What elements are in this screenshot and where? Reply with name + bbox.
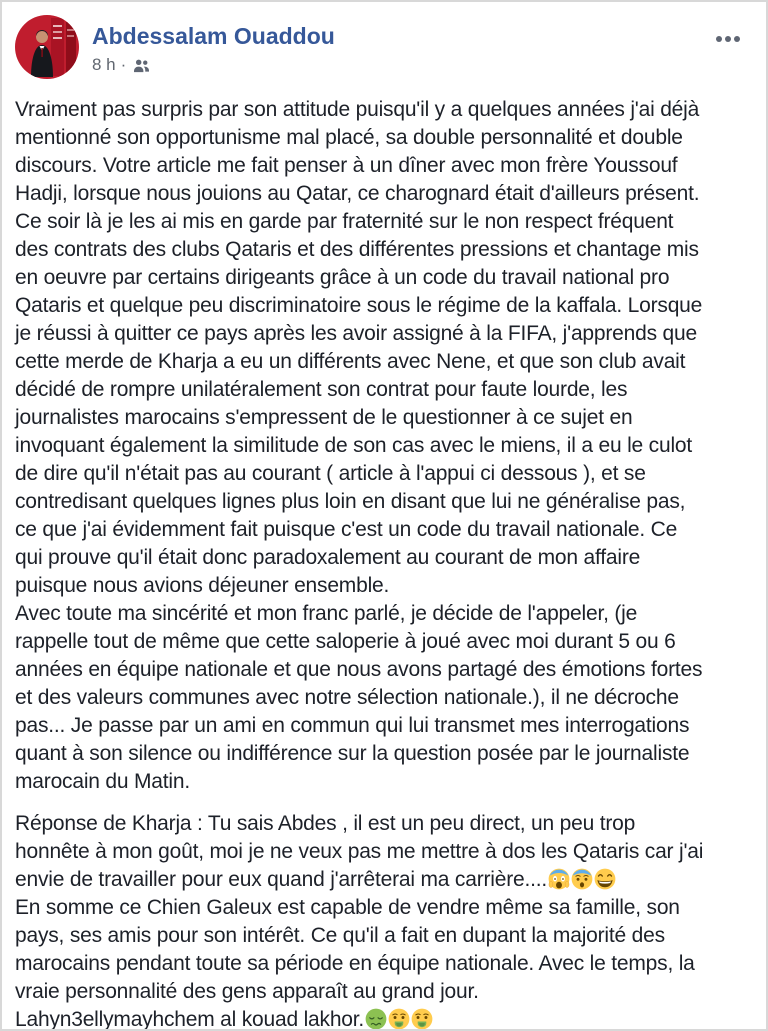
nauseated-emoji-icon bbox=[365, 1008, 387, 1030]
post-text-line: quant à son silence ou indifférence sur la question posée par le journaliste bbox=[15, 742, 690, 765]
post-text-line: ce que j'ai évidemment fait puisque c'est un code du travail nationale. Ce bbox=[15, 518, 678, 541]
post-text-line: honnête à mon goût, moi je ne veux pas me mettre à dos les Qataris car j'ai bbox=[15, 840, 704, 863]
vomit-emoji-icon bbox=[388, 1008, 410, 1030]
post-text-line: En somme ce Chien Galeux est capable de vendre même sa famille, son bbox=[15, 896, 680, 919]
post-paragraph bbox=[15, 810, 766, 1031]
scream-emoji-icon bbox=[548, 868, 570, 890]
post-options-button[interactable] bbox=[712, 32, 744, 46]
post-text-line: contredisant quelques lignes plus loin en disant que lui ne généralise pas, bbox=[15, 490, 686, 513]
friends-privacy-icon bbox=[133, 58, 150, 73]
ellipsis-dot bbox=[716, 36, 722, 42]
post-text-line: en oeuvre par certains dirigeants grâce à un code du travail national pro bbox=[15, 266, 670, 289]
post-text-line: je réussi à quitter ce pays après les avoir assigné à la FIFA, j'apprends que bbox=[15, 322, 697, 345]
post-text-line: pays, ses amis pour son intérêt. Ce qu'il a fait en dupant la majorité des bbox=[15, 924, 665, 947]
post-text-line: Vraiment pas surpris par son attitude puisqu'il y a quelques années j'ai déjà bbox=[15, 98, 700, 121]
post-text-line: cette merde de Kharja a eu un différents avec Nene, et que son club avait bbox=[15, 350, 686, 373]
post-text-line: Avec toute ma sincérité et mon franc parlé, je décide de l'appeler, (je bbox=[15, 602, 638, 625]
meta-separator: · bbox=[120, 55, 127, 75]
author-name-link[interactable]: Abdessalam Ouaddou bbox=[92, 23, 335, 49]
post-text-line: Lahyn3ellymayhchem al kouad lakhor. bbox=[15, 1006, 766, 1031]
post-text-line: marocain du Matin. bbox=[15, 770, 190, 793]
post-text-line: qui prouve qu'il était donc paradoxalement au courant de mon affaire bbox=[15, 546, 641, 569]
post-text-line: rappelle tout de même que cette saloperie à joué avec moi durant 5 ou 6 bbox=[15, 630, 676, 653]
timestamp[interactable]: 8 h bbox=[92, 55, 116, 75]
ellipsis-dot bbox=[725, 36, 731, 42]
post-text-line: Hadji, lorsque nous jouions au Qatar, ce charognard était d'ailleurs présent. bbox=[15, 182, 700, 205]
post-text-line: Réponse de Kharja : Tu sais Abdes , il est un peu direct, un peu trop bbox=[15, 812, 636, 835]
post-text-line: Qataris et quelque peu discriminatoire sous le régime de la kaffala. Lorsque bbox=[15, 294, 703, 317]
post-text-line: décidé de rompre unilatéralement son contrat pour faute lourde, les bbox=[15, 378, 628, 401]
post-text bbox=[15, 96, 766, 1031]
fearful-emoji-icon bbox=[571, 868, 593, 890]
post-text-line: puisque nous avions déjeuner ensemble. bbox=[15, 574, 390, 597]
post-text-line: pas... Je passe par un ami en commun qui lui transmet mes interrogations bbox=[15, 714, 690, 737]
avatar-image bbox=[15, 15, 79, 79]
post-text-line: envie de travailler pour eux quand j'arrêterai ma carrière.... bbox=[15, 866, 766, 894]
post-text-line: discours. Votre article me fait penser à un dîner avec mon frère Youssouf bbox=[15, 154, 678, 177]
post-text-line: mentionné son opportunisme mal placé, sa double personnalité et double bbox=[15, 126, 683, 149]
post-text-line: Ce soir là je les ai mis en garde par fraternité sur le non respect fréquent bbox=[15, 210, 674, 233]
grin-emoji-icon bbox=[594, 868, 616, 890]
post-header bbox=[15, 15, 706, 79]
vomit-emoji-icon bbox=[411, 1008, 433, 1030]
post-header-text bbox=[92, 15, 335, 75]
post-paragraph bbox=[15, 96, 766, 796]
post-text-line: marocains pendant toute sa période en équipe nationale. Avec le temps, la bbox=[15, 952, 695, 975]
post-text-line: de dire qu'il n'était pas au courant ( article à l'appui ci dessous ), et se bbox=[15, 462, 646, 485]
post-text-line: des contrats des clubs Qataris et des différentes pressions et chantage mis bbox=[15, 238, 699, 261]
post-meta bbox=[92, 55, 335, 75]
ellipsis-dot bbox=[734, 36, 740, 42]
post-text-line: et des valeurs communes avec notre sélection nationale.), il ne décroche bbox=[15, 686, 679, 709]
post-text-line: invoquant également la similitude de son cas avec le miens, il a eu le culot bbox=[15, 434, 693, 457]
post-text-line: vraie personnalité des gens apparaît au grand jour. bbox=[15, 980, 479, 1003]
post-text-line: années en équipe nationale et que nous avons partagé des émotions fortes bbox=[15, 658, 703, 681]
avatar[interactable] bbox=[15, 15, 79, 79]
post-text-line: journalistes marocains s'empressent de le questionner à ce sujet en bbox=[15, 406, 633, 429]
